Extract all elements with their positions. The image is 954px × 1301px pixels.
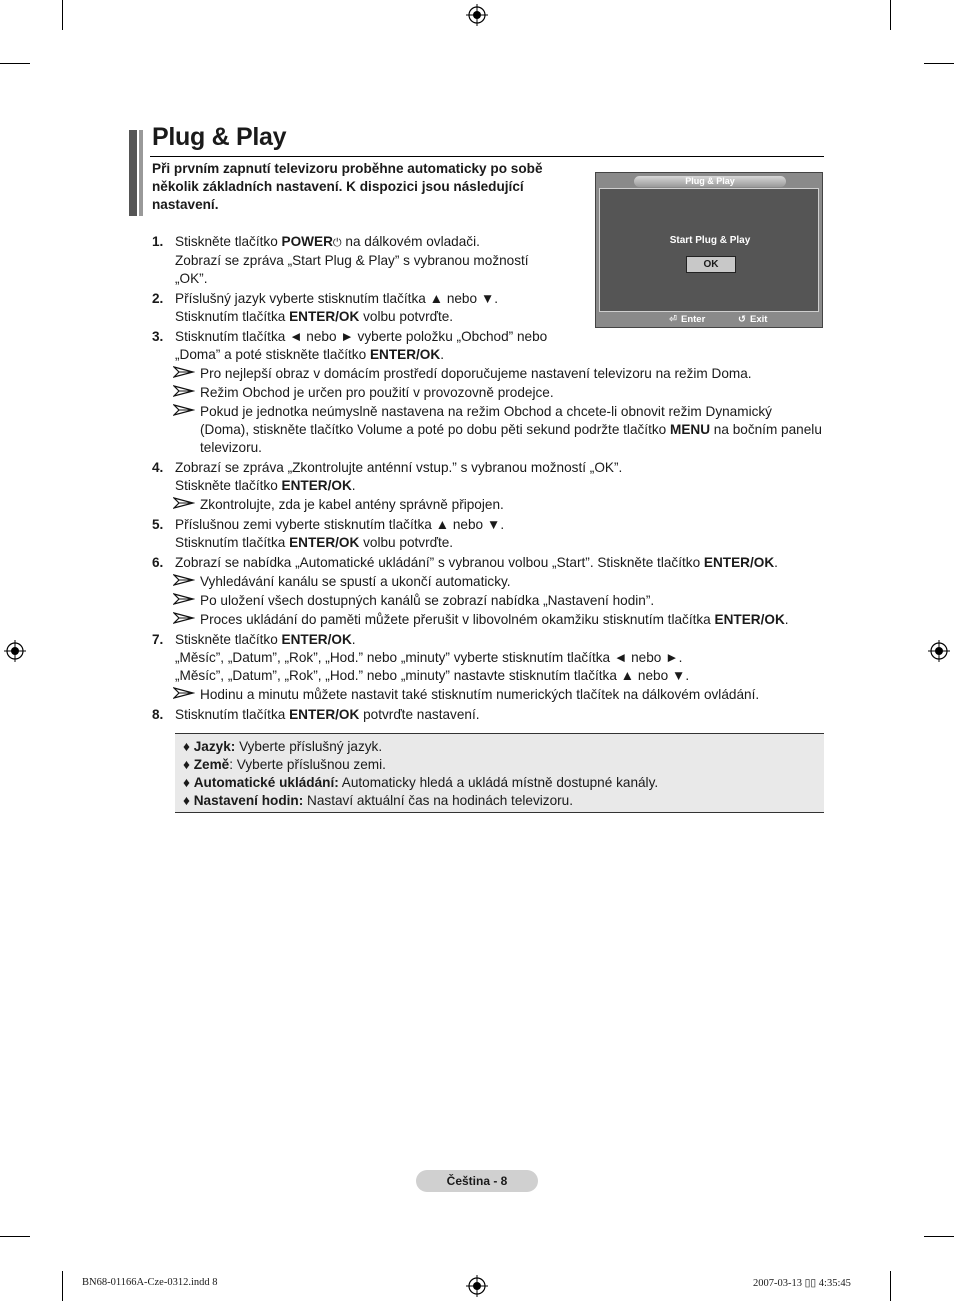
crop-mark (0, 63, 30, 64)
intro-text: Při prvním zapnutí televizoru proběhne automaticky po sobě několik základních nastavení. K dispozici jsou následující nastavení. (152, 161, 543, 212)
step-key: ENTER/OK (281, 478, 352, 493)
diamond-bullet-icon: ♦ (183, 739, 190, 754)
crop-mark (62, 1271, 63, 1301)
step-6 (152, 554, 824, 629)
note-text: Pro nejlepší obraz v domácím prostředí doporučujeme nastavení televizoru na režim Doma. (200, 366, 752, 381)
info-text: : Vyberte příslušnou zemi. (229, 757, 386, 772)
step-key: ENTER/OK (703, 555, 775, 570)
step-text: Stisknutím tlačítka (175, 535, 290, 550)
title-accent-bar (129, 130, 137, 216)
osd-ok-button: OK (686, 256, 736, 273)
step-1 (152, 233, 555, 288)
note-arrow-icon (173, 365, 195, 379)
info-item (183, 756, 824, 774)
registration-mark-icon (4, 640, 26, 662)
note (175, 573, 824, 591)
diamond-bullet-icon: ♦ (183, 793, 190, 808)
info-term: Země (193, 757, 230, 772)
step-number: 6. (152, 555, 164, 570)
page-title: Plug & Play (152, 123, 287, 151)
note-text: . (784, 612, 789, 627)
note-text: Proces ukládání do paměti můžete přerušit v libovolném okamžiku stisknutím tlačítka (200, 612, 715, 627)
note-arrow-icon (173, 592, 195, 606)
step-7 (152, 631, 824, 704)
step-key: ENTER/OK (281, 632, 352, 647)
note-text: Hodinu a minutu můžete nastavit také stisknutím numerických tlačítek na dálkovém ovládání. (200, 687, 760, 702)
step-text: Příslušný jazyk vyberte stisknutím tlačítka ▲ nebo ▼. (175, 291, 499, 306)
steps-list (152, 233, 824, 726)
note-text: Vyhledávání kanálu se spustí a ukončí automaticky. (200, 574, 511, 589)
enter-icon: ⏎ (669, 314, 677, 325)
step-text: Stisknutím tlačítka (175, 309, 290, 324)
note (175, 686, 824, 704)
note (175, 365, 824, 383)
page-number: Čeština - 8 (416, 1170, 538, 1192)
crop-mark (62, 0, 63, 30)
crop-mark (924, 63, 954, 64)
note-text: Režim Obchod je určen pro použití v provozovně prodejce. (200, 385, 554, 400)
note-text: Zkontrolujte, zda je kabel antény správně připojen. (200, 497, 504, 512)
step-text: volbu potvrďte. (359, 535, 454, 550)
crop-mark (0, 1236, 30, 1237)
registration-mark-icon (466, 4, 488, 26)
step-text: „Měsíc”, „Datum”, „Rok”, „Hod.” nebo „minuty” nastavte stisknutím tlačítka ▲ nebo ▼. (175, 668, 690, 683)
step-number: 2. (152, 291, 164, 306)
step-text: na dálkovém ovladači. (341, 234, 480, 249)
step-number: 3. (152, 329, 164, 344)
step-key: ENTER/OK (289, 309, 360, 324)
step-text: Stisknutím tlačítka ◄ nebo ► vyberte položku „Obchod” nebo „Doma” a poté stiskněte tlačítko (175, 329, 548, 362)
info-term: Automatické ukládání: (193, 775, 339, 790)
step-text: . (440, 347, 444, 362)
note (175, 403, 824, 457)
info-text: Automaticky hledá a ukládá místně dostupné kanály. (338, 775, 659, 790)
step-number: 8. (152, 707, 164, 722)
step-text: . (774, 555, 778, 570)
info-text: Nastaví aktuální čas na hodinách televizoru. (303, 793, 574, 808)
crop-mark (890, 1271, 891, 1301)
osd-enter-label: Enter (681, 314, 706, 325)
note-arrow-icon (173, 573, 195, 587)
diamond-bullet-icon: ♦ (183, 775, 190, 790)
step-text: „Měsíc”, „Datum”, „Rok”, „Hod.” nebo „minuty” vyberte stisknutím tlačítka ◄ nebo ►. (175, 650, 683, 665)
osd-header: Plug & Play (634, 176, 786, 187)
note-text: Pokud je jednotka neúmyslně nastavena na režim Obchod a chcete-li obnovit režim Dynamický (Doma), stiskněte tlačítko Volume a poté po dobu pěti sekund podržte tlačítko (200, 404, 772, 437)
step-text: volbu potvrďte. (359, 309, 454, 324)
step-text: . (351, 478, 356, 493)
step-key: ENTER/OK (289, 707, 360, 722)
info-box (175, 733, 824, 813)
note-arrow-icon (173, 611, 195, 625)
note (175, 384, 824, 402)
diamond-bullet-icon: ♦ (183, 757, 190, 772)
info-term: Jazyk: (193, 739, 236, 754)
note-key: ENTER/OK (714, 612, 785, 627)
note (175, 496, 824, 514)
date-slug: 2007-03-13 ▯▯ 4:35:45 (753, 1278, 851, 1289)
step-text: Stiskněte tlačítko (175, 632, 282, 647)
crop-mark (890, 0, 891, 30)
step-key: ENTER/OK (289, 535, 360, 550)
note-arrow-icon (173, 686, 195, 700)
osd-label: Start Plug & Play (669, 235, 751, 246)
note-text: na bočním panelu televizoru. (200, 422, 822, 455)
return-icon: ↺ (738, 314, 746, 325)
step-8 (152, 706, 824, 724)
file-slug: BN68-01166A-Cze-0312.indd 8 (82, 1277, 218, 1288)
step-number: 4. (152, 460, 164, 475)
step-text: Zobrazí se nabídka „Automatické ukládání” s vybranou volbou „Start”. Stiskněte tlačítko (175, 555, 704, 570)
step-text: potvrďte nastavení. (359, 707, 480, 722)
note-key: MENU (670, 422, 711, 437)
info-item (183, 774, 824, 792)
osd-exit-label: Exit (750, 314, 768, 325)
step-text: Příslušnou zemi vyberte stisknutím tlačítka ▲ nebo ▼. (175, 517, 505, 532)
note-arrow-icon (173, 403, 195, 417)
note (175, 611, 824, 629)
step-5 (152, 516, 824, 552)
registration-mark-icon (928, 640, 950, 662)
power-icon: ⏻ (332, 237, 342, 249)
step-text: Zobrazí se zpráva „Zkontrolujte anténní vstup.” s vybranou možností „OK”. (175, 460, 623, 475)
info-term: Nastavení hodin: (193, 793, 304, 808)
info-item (183, 792, 824, 810)
step-4 (152, 459, 824, 514)
step-text: Zobrazí se zpráva „Start Plug & Play” s vybranou možností „OK”. (175, 253, 529, 286)
info-text: Vyberte příslušný jazyk. (235, 739, 383, 754)
note-arrow-icon (173, 384, 195, 398)
registration-mark-icon (466, 1275, 488, 1297)
crop-mark (924, 1236, 954, 1237)
note (175, 592, 824, 610)
step-2 (152, 290, 575, 326)
step-text: Stisknutím tlačítka (175, 707, 290, 722)
step-text: . (351, 632, 356, 647)
title-divider (150, 156, 824, 157)
step-number: 5. (152, 517, 164, 532)
info-item (183, 738, 824, 756)
step-number: 7. (152, 632, 164, 647)
step-3 (152, 328, 824, 457)
step-key: POWER (281, 234, 333, 249)
note-text: Po uložení všech dostupných kanálů se zobrazí nabídka „Nastavení hodin”. (200, 593, 655, 608)
step-number: 1. (152, 234, 164, 249)
step-text: Stiskněte tlačítko (175, 234, 282, 249)
note-arrow-icon (173, 496, 195, 510)
step-key: ENTER/OK (369, 347, 441, 362)
step-text: Stiskněte tlačítko (175, 478, 282, 493)
title-accent-bar (139, 130, 143, 216)
